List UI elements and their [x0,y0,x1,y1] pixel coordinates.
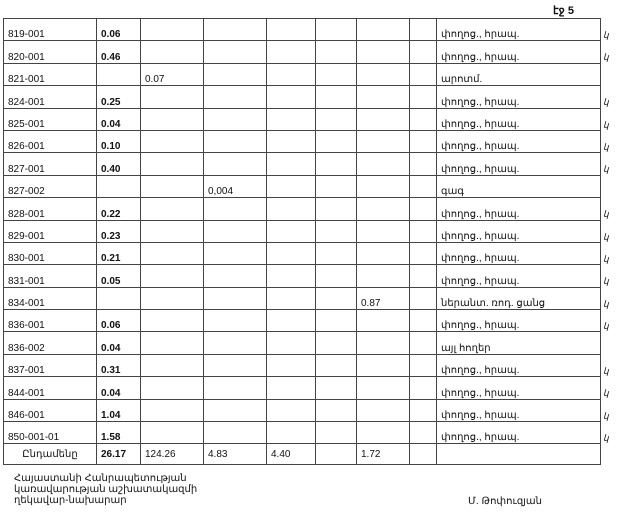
cell-c7 [410,242,437,264]
row-mark: կ [603,366,609,376]
signer-name: Մ. Թոփուզյան [468,496,542,507]
cell-use: փողոց., հրապ. [437,220,601,242]
cell-c4 [267,153,316,175]
cell-area: 0.04 [97,108,141,130]
cell-id: 820-001 [4,41,97,63]
cell-area [97,175,141,197]
cell-area: 1.04 [97,399,141,421]
cell-c7 [410,153,437,175]
row-mark: կ [603,119,609,130]
cell-c2 [141,86,204,108]
cell-c3 [204,287,267,309]
table-row [4,108,601,130]
table-row [4,287,601,309]
cell-id: 844-001 [4,377,97,399]
cell-c5 [316,377,357,399]
row-mark: կ [603,30,609,40]
cell-c6 [357,86,410,108]
totals-col7 [410,444,437,465]
table-row [4,422,601,444]
cell-c2 [141,175,204,197]
cell-area: 0.06 [97,310,141,332]
cell-c3 [204,242,267,264]
row-mark: կ [603,388,609,399]
row-mark: կ [603,433,609,444]
table-row [4,41,601,63]
cell-use: արոտմ. [437,63,601,85]
cell-use: փողոց., հրապ. [437,399,601,421]
cell-use: գագ [437,175,601,197]
cell-c6 [357,41,410,63]
cell-c5 [316,130,357,152]
cell-use: փողոց., հրապ. [437,354,601,376]
cell-use: փողոց., հրապ. [437,265,601,287]
cell-area: 0.23 [97,220,141,242]
row-mark: կ [603,97,609,108]
cell-c4 [267,422,316,444]
cell-area: 1.58 [97,422,141,444]
totals-col2: 124.26 [141,444,204,465]
cell-c7 [410,399,437,421]
totals-col5 [316,444,357,465]
cell-c2 [141,108,204,130]
cell-c7 [410,354,437,376]
cell-c7 [410,175,437,197]
cell-c3 [204,108,267,130]
cell-c4 [267,220,316,242]
table-row [4,86,601,108]
totals-label: Ընդամենը [4,444,97,465]
cell-id: 834-001 [4,287,97,309]
cell-c7 [410,422,437,444]
cell-id: 850-001-01 [4,422,97,444]
cell-c2 [141,265,204,287]
cell-c3 [204,198,267,220]
cell-c5 [316,108,357,130]
cell-c2 [141,220,204,242]
cell-area: 0.40 [97,153,141,175]
cell-c5 [316,220,357,242]
cell-c2 [141,332,204,354]
row-mark: կ [603,52,609,63]
totals-area: 26.17 [97,444,141,465]
cell-id: 828-001 [4,198,97,220]
cell-c5 [316,153,357,175]
totals-row [4,444,601,465]
table-row [4,63,601,85]
cell-c7 [410,63,437,85]
cell-c3 [204,130,267,152]
table-body [4,19,601,444]
cell-c2 [141,422,204,444]
cell-c4 [267,354,316,376]
cell-c2 [141,198,204,220]
cell-c6 [357,399,410,421]
table-row [4,153,601,175]
cell-c3 [204,153,267,175]
table-row [4,175,601,197]
cell-c4 [267,310,316,332]
cell-c6 [357,108,410,130]
cell-id: 824-001 [4,86,97,108]
cell-c6 [357,265,410,287]
cell-c3 [204,399,267,421]
cell-c5 [316,175,357,197]
table-row [4,130,601,152]
signature-line-2: կառավարության աշխատակազմի [14,484,198,495]
cell-c3: 0,004 [204,175,267,197]
cell-c2 [141,19,204,41]
cell-c6 [357,354,410,376]
cell-c5 [316,19,357,41]
table-row [4,19,601,41]
cell-c6 [357,377,410,399]
cell-c4 [267,287,316,309]
cell-area: 0.21 [97,242,141,264]
table-row [4,220,601,242]
row-mark: կ [603,164,609,175]
cell-area: 0.05 [97,265,141,287]
cell-c3 [204,354,267,376]
row-mark: կ [603,321,609,332]
cell-area: 0.06 [97,19,141,41]
cell-c3 [204,332,267,354]
cell-c3 [204,86,267,108]
cell-c3 [204,265,267,287]
cell-c5 [316,287,357,309]
cell-c6 [357,175,410,197]
cell-c5 [316,399,357,421]
cell-use: փողոց., հրապ. [437,41,601,63]
cell-c4 [267,175,316,197]
cell-area: 0.46 [97,41,141,63]
cell-c3 [204,422,267,444]
cell-c2: 0.07 [141,63,204,85]
cell-c2 [141,287,204,309]
cell-area: 0.25 [97,86,141,108]
cell-id: 836-002 [4,332,97,354]
cell-c2 [141,399,204,421]
cell-c7 [410,198,437,220]
cell-id: 831-001 [4,265,97,287]
row-mark: կ [603,209,609,220]
cell-use: ներանտ. ռոդ. ցանց [437,287,601,309]
cell-use: փողոց., հրապ. [437,422,601,444]
cell-c4 [267,19,316,41]
cell-area [97,63,141,85]
row-mark: կ [603,410,609,421]
cell-c7 [410,86,437,108]
cell-id: 837-001 [4,354,97,376]
cell-c3 [204,41,267,63]
cell-use: փողոց., հրապ. [437,310,601,332]
cell-c4 [267,130,316,152]
cell-c2 [141,153,204,175]
cell-c4 [267,265,316,287]
cell-c5 [316,310,357,332]
cell-c2 [141,310,204,332]
table-row [4,198,601,220]
cell-c7 [410,332,437,354]
totals-col6: 1.72 [357,444,410,465]
cell-c6 [357,332,410,354]
cell-c3 [204,63,267,85]
cell-c4 [267,332,316,354]
cell-c6 [357,310,410,332]
land-register-table [3,18,601,465]
cell-use: փողոց., հրապ. [437,19,601,41]
cell-id: 836-001 [4,310,97,332]
table-row [4,354,601,376]
cell-use: այլ հողեր [437,332,601,354]
cell-c7 [410,19,437,41]
cell-c4 [267,63,316,85]
row-mark: կ [603,231,609,242]
cell-c2 [141,41,204,63]
cell-c5 [316,198,357,220]
cell-c6 [357,220,410,242]
row-mark: կ [603,298,609,309]
cell-id: 830-001 [4,242,97,264]
cell-c6 [357,198,410,220]
table-row [4,332,601,354]
table-row [4,265,601,287]
cell-c5 [316,41,357,63]
cell-id: 827-002 [4,175,97,197]
cell-use: փողոց., հրապ. [437,242,601,264]
cell-c3 [204,310,267,332]
cell-use: փողոց., հրապ. [437,377,601,399]
cell-c5 [316,354,357,376]
cell-c7 [410,310,437,332]
row-mark: կ [603,142,609,152]
cell-c4 [267,41,316,63]
cell-area: 0.31 [97,354,141,376]
cell-c4 [267,242,316,264]
cell-c2 [141,242,204,264]
cell-id: 819-001 [4,19,97,41]
cell-c6 [357,422,410,444]
cell-id: 829-001 [4,220,97,242]
table-row [4,377,601,399]
cell-c3 [204,377,267,399]
cell-c7 [410,220,437,242]
cell-c2 [141,377,204,399]
cell-c7 [410,377,437,399]
cell-area: 0.10 [97,130,141,152]
cell-c7 [410,287,437,309]
totals-col4: 4.40 [267,444,316,465]
totals-use [437,444,601,465]
cell-c6 [357,242,410,264]
page-number: էջ 5 [553,5,574,17]
cell-c5 [316,422,357,444]
cell-c4 [267,198,316,220]
signature-line-3: ղեկավար-նախարար [14,495,127,506]
table-row [4,310,601,332]
cell-c4 [267,86,316,108]
cell-c3 [204,19,267,41]
cell-c4 [267,377,316,399]
cell-use: փողոց., հրապ. [437,153,601,175]
cell-use: փողոց., հրապ. [437,108,601,130]
cell-c7 [410,265,437,287]
row-mark: կ [603,254,609,264]
cell-c5 [316,86,357,108]
table-row [4,399,601,421]
cell-c7 [410,41,437,63]
cell-c2 [141,130,204,152]
cell-c7 [410,108,437,130]
cell-area: 0.04 [97,377,141,399]
cell-id: 825-001 [4,108,97,130]
cell-use: փողոց., հրապ. [437,130,601,152]
row-mark: կ [603,276,609,287]
cell-c6: 0.87 [357,287,410,309]
cell-area: 0.04 [97,332,141,354]
signature-line-1: Հայաստանի Հանրապետության [14,473,187,484]
cell-use: փողոց., հրապ. [437,86,601,108]
cell-c6 [357,130,410,152]
cell-c6 [357,19,410,41]
cell-c4 [267,399,316,421]
cell-c2 [141,354,204,376]
cell-area: 0.22 [97,198,141,220]
cell-id: 826-001 [4,130,97,152]
cell-id: 821-001 [4,63,97,85]
cell-c3 [204,220,267,242]
cell-c4 [267,108,316,130]
cell-id: 827-001 [4,153,97,175]
table-row [4,242,601,264]
cell-c5 [316,242,357,264]
cell-id: 846-001 [4,399,97,421]
cell-area [97,287,141,309]
cell-c5 [316,63,357,85]
cell-c5 [316,265,357,287]
cell-c6 [357,153,410,175]
cell-c5 [316,332,357,354]
cell-c6 [357,63,410,85]
cell-c7 [410,130,437,152]
totals-col3: 4.83 [204,444,267,465]
signature-block [14,473,197,506]
cell-use: փողոց., հրապ. [437,198,601,220]
